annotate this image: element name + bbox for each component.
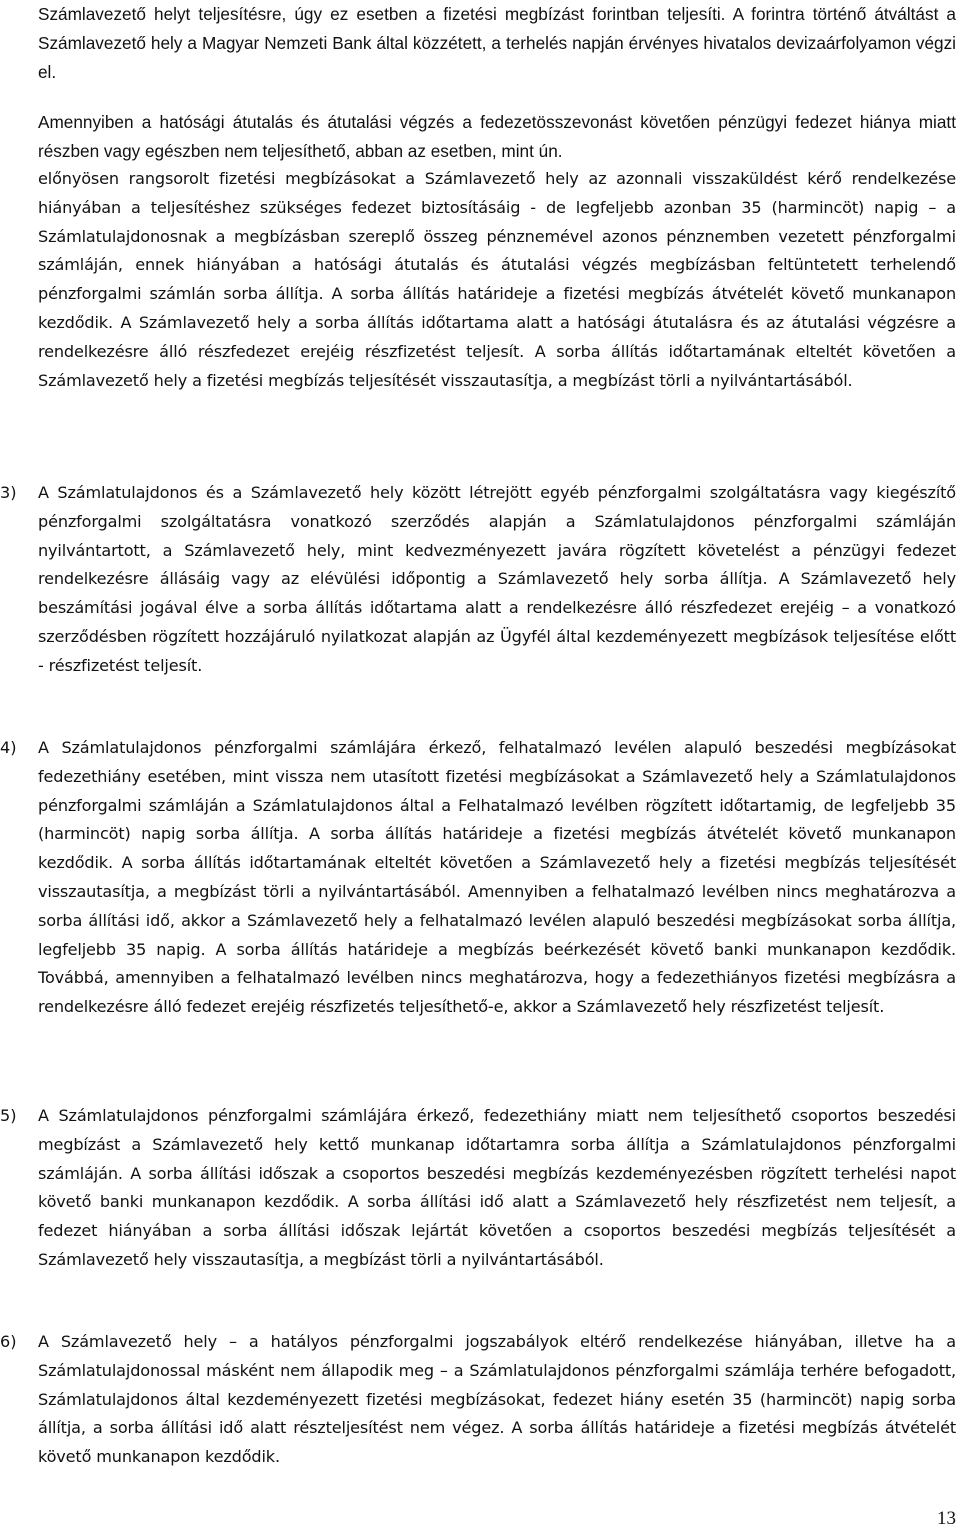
paragraph-intro: Számlavezető helyt teljesítésre, úgy ez esetben a fizetési megbízást forintban teljesíti. A forintra történő átváltást a Számlavezető hely a Magyar Nemzeti Bank által közzétett, a terhelés napján érvényes hivatalos devizaárfolyamon végzi el. [38,4,956,82]
list-item-text: A Számlatulajdonos pénzforgalmi számlájára érkező, fedezethiány miatt nem teljesíthető csoportos beszedési megbízást a Számlavezető hely kettő munkanap időtartamra sorba állítja a Számlatulajdonos pénzforgalmi számláján. A sorba állítási időszak a csoportos beszedési megbízás kezdeményezésben rögzített terhelési napot követő banki munkanapon kezdődik. A sorba állítási idő alatt a Számlavezető hely részfizetést nem teljesít, a fedezet hiányában a sorba állítási időszak lejártát követően a csoportos beszedési megbízás teljesítését a Számlavezető hely visszautasítja, a megbízást törli a nyilvántartásából. [38,1106,956,1269]
page-number: 13 [937,1508,956,1529]
list-item-number: 5) [0,1106,17,1125]
list-item-text: A Számlavezető hely – a hatályos pénzforgalmi jogszabályok eltérő rendelkezése hiányában, illetve ha a Számlatulajdonossal másként nem állapodik meg – a Számlatulajdonos pénzforgalmi számlája terhére befogadott, Számlatulajdonos által kezdeményezett fizetési megbízásokat, fedezet hiány esetén 35 (harmincöt) napig sorba állítja, a sorba állítási idő alatt részteljesítést nem végez. A sorba állítás határideje a fizetési megbízás átvételét követő munkanapon kezdődik. [38,1332,956,1467]
list-item-text: A Számlatulajdonos és a Számlavezető hely között létrejött egyéb pénzforgalmi szolgáltatásra vagy kiegészítő pénzforgalmi szolgáltatásra vonatkozó szerződés alapján a Számlatulajdonos pénzforgalmi számláján nyilvántartott, a Számlavezető hely, mint kedvezményezett javára rögzített követelést a pénzügyi fedezet rendelkezésre állásáig vagy az elévülési időpontig a Számlavezető hely sorba állítja. A Számlavezető hely beszámítási jogával élve a sorba állítás időtartama alatt a rendelkezésre álló részfedezet erejéig – a vonatkozó szerződésben rögzített hozzájáruló nyilatkozat alapján az Ügyfél által kezdeményezett megbízások teljesítése előtt - részfizetést teljesít. [38,483,956,675]
list-item-text: A Számlatulajdonos pénzforgalmi számlájára érkező, felhatalmazó levélen alapuló beszedési megbízásokat fedezethiány esetében, mint vissza nem utasított fizetési megbízásokat a Számlavezető hely a Számlatulajdonos pénzforgalmi számláján a Számlatulajdonos által a Felhatalmazó levélben rögzített időtartamig, de legfeljebb 35 (harmincöt) napig sorba állítja. A sorba állítás határideje a fizetési megbízás átvételét követő munkanapon kezdődik. A sorba állítás időtartamának elteltét követően a Számlavezető hely a fizetési megbízás teljesítését visszautasítja, a megbízást törli a nyilvántartásából. Amennyiben a felhatalmazó levélben nincs meghatározva a sorba állítási idő, akkor a Számlavezető hely a felhatalmazó levélen alapuló beszedési megbízásokat sorba állítja, legfeljebb 35 napig. A sorba állítás határideje a megbízás beérkezését követő banki munkanapon kezdődik. Továbbá, amennyiben a felhatalmazó levélben nincs meghatározva, hogy a fedezethiányos fizetési megbízásra a rendelkezésre álló fedezet erejéig részfizetés teljesíthető-e, akkor a Számlavezető hely részfizetést teljesít. [38,738,956,1017]
paragraph-2-body: előnyösen rangsorolt fizetési megbízásokat a Számlavezető hely az azonnali visszaküldést kérő rendelkezése hiányában a teljesítéshez szükséges fedezet biztosításáig - de legfeljebb azonban 35 (harmincöt) napig – a Számlatulajdonosnak a megbízásban szereplő összeg pénznemével azonos pénznemben vezetett pénzforgalmi számláján, ennek hiányában a hatósági átutalás és átutalási végzés megbízásban feltüntetett terhelendő pénzforgalmi számlán sorba állítja. A sorba állítás határideje a fizetési megbízás átvételét követő munkanapon kezdődik. A Számlavezető hely a sorba állítás időtartama alatt a hatósági átutalásra és az átutalási végzésre a rendelkezésre álló részfedezet erejéig részfizetést teljesít. A sorba állítás időtartamának elteltét követően a Számlavezető hely a fizetési megbízás teljesítését visszautasítja, a megbízást törli a nyilvántartásából. [38,169,956,390]
paragraph-2-first-line: Amennyiben a hatósági átutalás és átutalási végzés a fedezetösszevonást követően pénzügyi fedezet hiánya miatt részben vagy egészben nem teljesíthető, abban az esetben, mint ún. [38,112,956,161]
list-item-number: 3) [0,483,17,502]
list-item-number: 6) [0,1332,17,1351]
list-item-number: 4) [0,738,17,757]
